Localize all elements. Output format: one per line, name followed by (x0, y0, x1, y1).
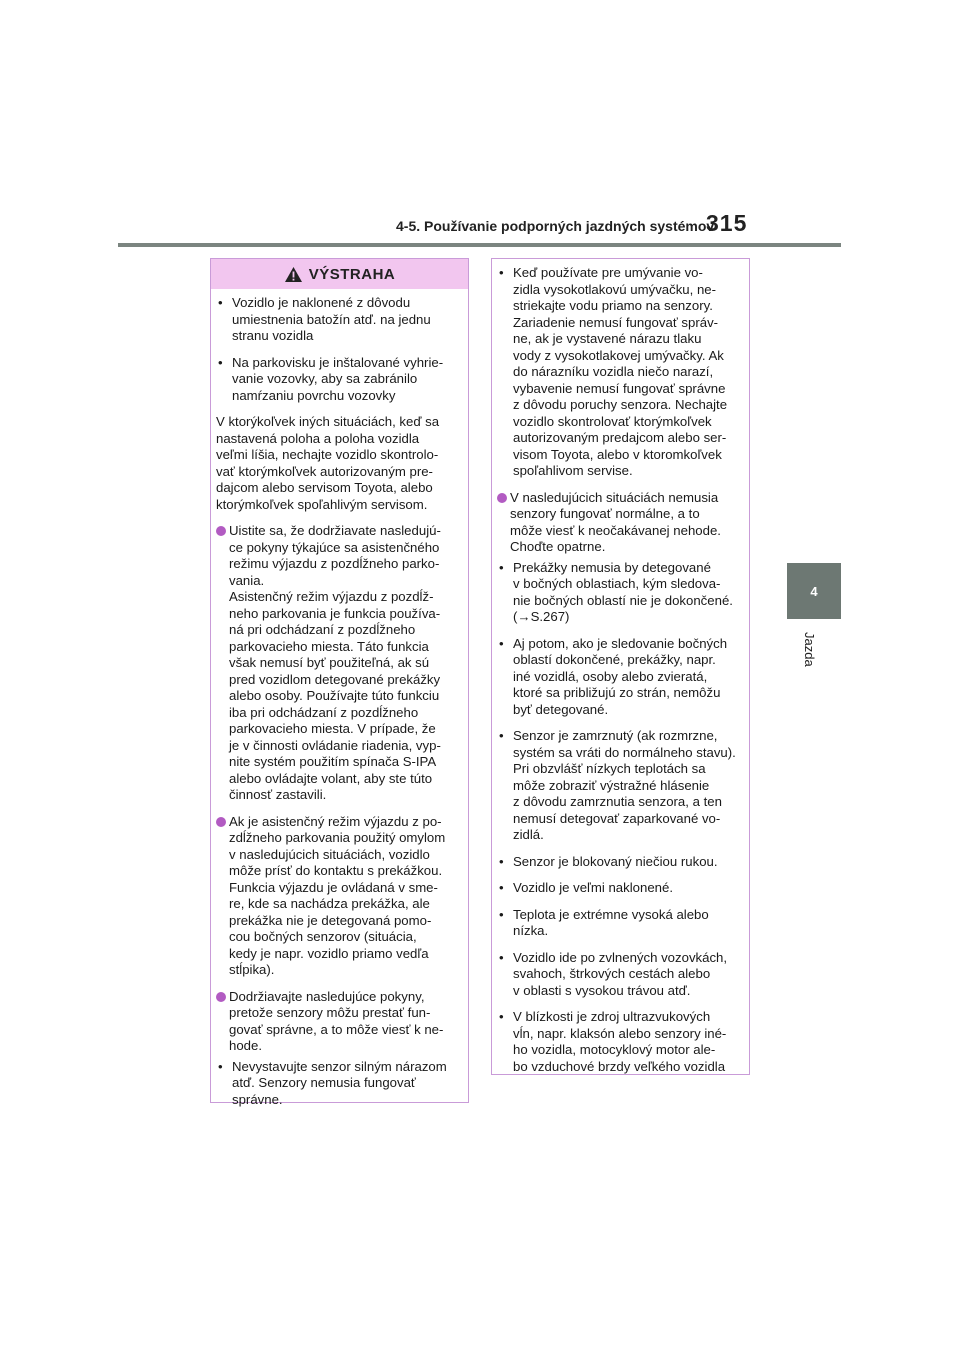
list-item: • V blízkosti je zdroj ultrazvukových vĺn, napr. klaksón alebo senzory iné- ho vozidla, motocyklový motor ale- bo vzduchové brzdy veľkého vozidla (499, 1009, 727, 1074)
warning-box-left (210, 258, 469, 1107)
circle-bullet-icon (216, 992, 226, 1002)
circle-bullet-icon (216, 526, 226, 536)
list-item: • Teplota je extrémne vysoká alebo nízka. (499, 906, 709, 938)
list-item: • Vozidlo ide po zvlnených vozovkách, svahoch, štrkových cestách alebo v oblasti s vysokou trávou atď. (499, 949, 728, 998)
list-item: • Nevystavujte senzor silným nárazom atď. Senzory nemusia fungovať správne. (218, 1058, 447, 1107)
list-item: • Vozidlo je veľmi naklonené. (499, 880, 673, 895)
warning-header (211, 259, 468, 289)
warning-triangle-icon (284, 266, 303, 283)
list-item: • Senzor je blokovaný niečiou rukou. (499, 853, 718, 869)
list-item: • Na parkovisku je inštalované vyhrie- vanie vozovky, aby sa zabránilo namŕzaniu povrchu vozovky (218, 354, 444, 403)
list-item: • Prekážky nemusia by detegované v bočných oblastiach, kým sledova- nie bočných oblastí nie je dokončené. (→S.267) (499, 559, 733, 624)
header-rule (118, 243, 841, 247)
circle-bullet-icon (216, 817, 226, 827)
warning-body (211, 289, 468, 1122)
circle-item: Uistite sa, že dodržiavate nasledujú- ce pokyny týkajúce sa asistenčného režimu výjazdu z pozdĺžneho parko- vania. Asistenčný režim výjazdu z pozdĺž- neho parkovania je funkcia používa- ná pri odchádzaní z pozdĺžneho parkovacieho miesta. Táto funkcia však nemusí byť použiteľná, ak sú pred vozidlom detegované prekážky alebo osoby. Používajte túto funkciu iba pri odchádzaní z pozdĺžneho parkovacieho miesta. V prípade, že je v činnosti ovládanie riadenia, vyp- nite systém použitím spínača S-IPA alebo ovládajte volant, aby ste túto činnosť zastavili. (216, 523, 464, 804)
warning-title: VÝSTRAHA (308, 265, 396, 283)
page-number: 315 (706, 210, 748, 236)
circle-item: Ak je asistenčný režim výjazdu z po- zdĺžneho parkovania použitý omylom v nasledujúcich situáciách, vozidlo môže prísť do kontaktu s prekážkou. Funkcia výjazdu je ovládaná v sme- re, kde sa nachádza prekážka, ale prekážka nie je detegovaná pomo- cou bočných senzorov (situácia, kedy je napr. vozidlo priamo vedľa stĺpika). (216, 814, 464, 979)
chapter-tab: 4 (787, 563, 841, 619)
circle-item: Dodržiavajte nasledujúce pokyny, pretože senzory môžu prestať fun- govať správne, a to môže viesť k ne- hode. (216, 989, 464, 1055)
warning-box-right (491, 258, 750, 1075)
warning-body (492, 259, 749, 1079)
circle-item: V nasledujúcich situáciách nemusia senzory fungovať normálne, a to môže viesť k neočakávanej nehode. Choďte opatrne. (497, 490, 745, 556)
list-item: • Vozidlo je naklonené z dôvodu umiestnenia batožín atď. na jednu stranu vozidla (218, 295, 431, 343)
circle-bullet-icon (497, 493, 507, 503)
chapter-label: Jazda (802, 632, 817, 667)
list-item: • Aj potom, ako je sledovanie bočných oblastí dokončené, prekážky, napr. iné vozidlá, osoby alebo zvieratá, ktoré sa približujú zo strán, nemôžu byť detegované. (499, 635, 728, 717)
section-title: 4-5. Používanie podporných jazdných systémov (396, 218, 715, 234)
paragraph: V ktorýkoľvek iných situáciách, keď sa nastavená poloha a poloha vozidla veľmi líšia, nechajte vozidlo skontrolo- vať ktorýmkoľvek autorizovaným pre- dajcom alebo servisom Toyota, alebo ktorýmkoľvek spoľahlivým servisom. (216, 414, 440, 512)
list-item: • Keď používate pre umývanie vo- zidla vysokotlakovú umývačku, ne- striekajte vodu priamo na senzory. Zariadenie nemusí fungovať správ- ne, ak je vystavené nárazu tlaku vody z vysokotlakovej umývačky. Ak do nárazníku vozidla niečo narazí, vybavenie nemusí fungovať správne z dôvodu poruchy senzora. Nechajte vozidlo skontrolovať ktorýmkoľvek autorizovaným predajcom alebo ser- visom Toyota, alebo v ktoromkoľvek spoľahlivom servise. (499, 265, 728, 478)
list-item: • Senzor je zamrznutý (ak rozmrzne, systém sa vráti do normálneho stavu). Pri obzvlášť nízkych teplotách sa môže zobraziť výstražné hlásenie z dôvodu zamrznutia senzora, a ten nemusí detegovať zaparkované vo- zidlá. (499, 728, 736, 842)
